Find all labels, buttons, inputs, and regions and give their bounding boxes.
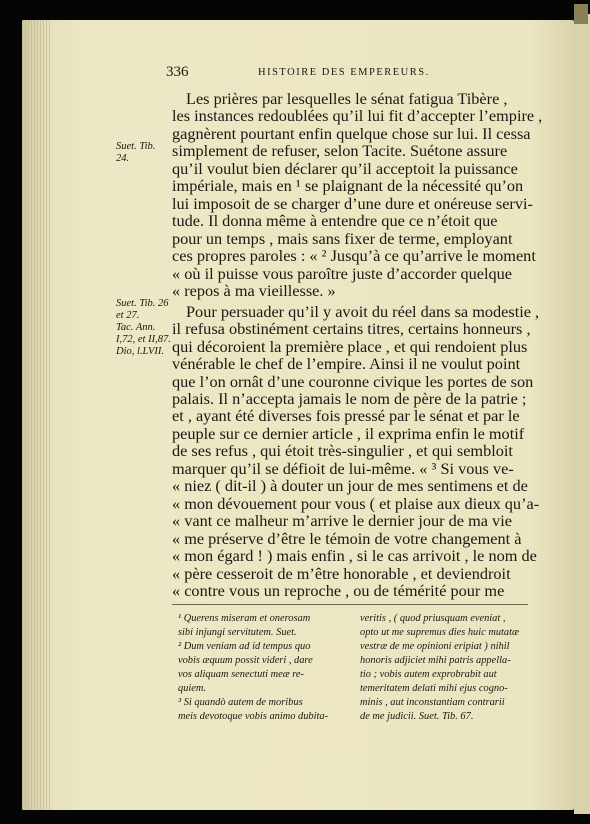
text-line: qui décoroient la première place , et qui rendoient plus bbox=[172, 337, 528, 356]
text-line: et , ayant été diverses fois pressé par le sénat et par le bbox=[172, 406, 520, 425]
margin-note-line: Dio, l.LVII. bbox=[116, 346, 165, 357]
footnote-line: vos aliquam senectuti meæ re- bbox=[178, 669, 305, 680]
text-line: « mon égard ! ) mais enfin , si le cas arrivoit , le nom de bbox=[172, 546, 537, 565]
page-header bbox=[166, 64, 546, 84]
text-line: que l’on ornât d’une couronne civique les portes de son bbox=[172, 372, 534, 391]
footnote-line: ¹ Querens miseram et onerosam bbox=[178, 613, 311, 624]
text-line: marquer qu’il se défioit de lui-même. « ³ Si vous ve- bbox=[172, 459, 514, 478]
text-line: de ses refus , qui étoit très-singulier , et qui sembloit bbox=[172, 441, 513, 460]
margin-note-line: I,72, et II,87. bbox=[116, 334, 171, 345]
footnote-line: ³ Si quandò autem de moribus bbox=[178, 697, 303, 708]
facing-page-edge bbox=[574, 14, 590, 814]
footnote-line: minis , aut inconstantiam contrarii bbox=[360, 697, 505, 708]
text-line: qu’il voulut bien déclarer qu’il acceptoit la puissance bbox=[172, 159, 518, 178]
text-line: vénérable le chef de l’empire. Ainsi il ne voulut point bbox=[172, 354, 521, 373]
text-line: « père cesseroit de m’être honorable , et deviendroit bbox=[172, 564, 511, 583]
running-head: HISTOIRE DES EMPEREURS. bbox=[258, 67, 430, 78]
text-line: « niez ( dit-il ) à douter un jour de mes sentimens et de bbox=[172, 476, 528, 495]
bookmark-tab bbox=[574, 4, 588, 24]
footnote-line: meis devotoque vobis animo dubita- bbox=[178, 711, 329, 722]
footnote-line: vestræ de me opinioni eripiat ) nihil bbox=[360, 641, 510, 652]
text-line: simplement de refuser, selon Tacite. Suétone assure bbox=[172, 141, 508, 160]
text-line: ces propres paroles : « ² Jusqu’à ce qu’arrive le moment bbox=[172, 246, 536, 265]
footnote-line: de me judicii. Suet. Tib. 67. bbox=[360, 711, 474, 722]
text-line: pour un temps , mais sans fixer de terme, employant bbox=[172, 229, 513, 248]
margin-note-line: Suet. Tib. 26 bbox=[116, 298, 169, 309]
margin-note-line: Suet. Tib. bbox=[116, 141, 156, 152]
text-line: « vant ce malheur m’arrive le dernier jour de ma vie bbox=[172, 511, 512, 530]
footnote-line: quiem. bbox=[178, 683, 206, 694]
page-number: 336 bbox=[166, 64, 189, 80]
text-line: peuple sur ce dernier article , il exprima enfin le motif bbox=[172, 424, 525, 443]
footnote-line: temeritatem delati mihi ejus cogno- bbox=[360, 683, 508, 694]
margin-note-line: 24. bbox=[116, 153, 130, 164]
footnote-line: veritis , ( quod priusquam eveniat , bbox=[360, 613, 506, 624]
text-line: Les prières par lesquelles le sénat fatigua Tibère , bbox=[186, 89, 508, 108]
text-line: gagnèrent pourtant enfin quelque chose sur lui. Il cessa bbox=[172, 124, 531, 143]
text-line: « où il puisse vous paroître juste d’accorder quelque bbox=[172, 264, 512, 283]
text-line: les instances redoublées qu’il lui fit d’accepter l’empire , bbox=[172, 106, 543, 125]
footnote-line: sibi injungi servitutem. Suet. bbox=[178, 627, 297, 638]
text-line: tude. Il donna même à entendre que ce n’étoit que bbox=[172, 211, 498, 230]
footnote-line: tio ; vobis autem exprobrabit aut bbox=[360, 669, 497, 680]
footnote-rule bbox=[172, 604, 528, 605]
page-stack-edge bbox=[22, 20, 50, 810]
footnote-line: opto ut me supremus dies huic mutatæ bbox=[360, 627, 519, 638]
text-line: il refusa obstinément certains titres, certains honneurs , bbox=[172, 319, 531, 338]
footnote-line: ² Dum veniam ad id tempus quo bbox=[178, 641, 311, 652]
text-line: impériale, mais en ¹ se plaignant de la nécessité qu’on bbox=[172, 176, 524, 195]
text-line: « repos à ma vieillesse. » bbox=[172, 281, 336, 300]
text-line: lui imposoit de se charger d’une dure et onéreuse servi- bbox=[172, 194, 533, 213]
footnote-line: vobis æquum possit videri , dare bbox=[178, 655, 313, 666]
text-line: « mon dévouement pour vous ( et plaise aux dieux qu’a- bbox=[172, 494, 540, 513]
text-line: palais. Il n’accepta jamais le nom de père de la patrie ; bbox=[172, 389, 527, 408]
text-line: « contre vous un reproche , ou de témérité pour me bbox=[172, 581, 505, 600]
footnote-line: honoris adjiciet mihi patris appella- bbox=[360, 655, 511, 666]
margin-note-line: Tac. Ann. bbox=[116, 322, 156, 333]
text-line: « me préserve d’être le témoin de votre changement à bbox=[172, 529, 522, 548]
text-line: Pour persuader qu’il y avoit du réel dans sa modestie , bbox=[186, 302, 540, 321]
margin-note-line: et 27. bbox=[116, 310, 140, 321]
